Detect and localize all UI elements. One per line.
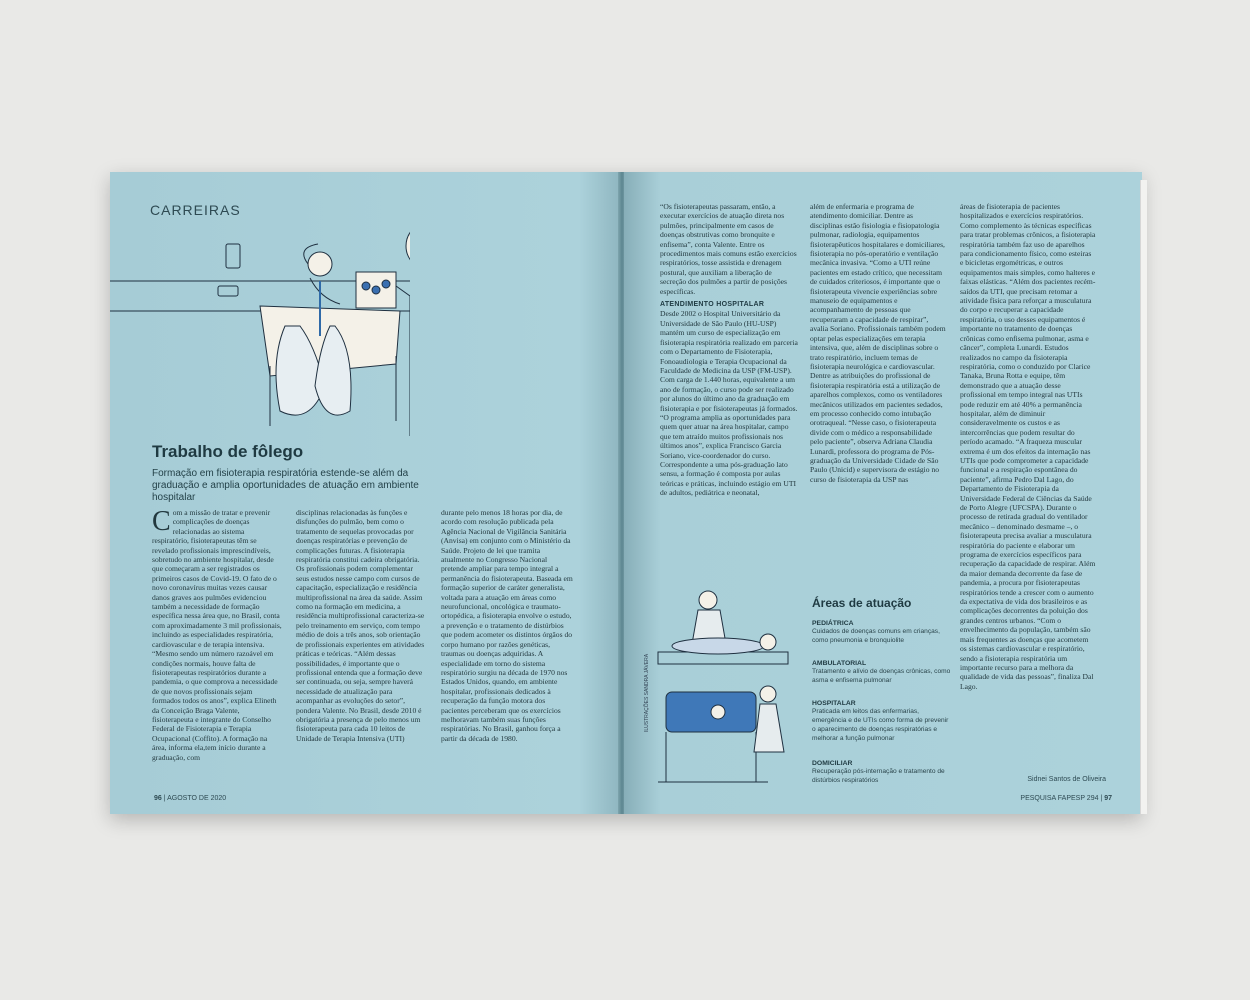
right-col1b-text: Desde 2002 o Hospital Universitário da Universidade de São Paulo (HU-USP) mantém um curso de especialização em fisioterapia respiratória realizado em parceria com o Departamento de Fisioterapia, Fonoaudiologia e Terapia Ocupacional da Faculdade de Medicina da USP (FM-USP). Com carga de 1.440 horas, equivalente a um ano de formação, o curso pode ser realizado por alunos do último ano da graduação em fisioterapia e por fisioterapeutas já formados. “O programa amplia as oportunidades para quem quer atuar na área hospitalar, campo que tem atraído muitos profissionais nos últimos anos”, explica Francisco Garcia Soriano, vice-coordenador do curso. Correspondente a uma pós-graduação lato sensu, a formação é composta por aulas teóricas e práticas, incluindo estágio em UTI de adultos, pediátrica e neonatal, xyxy=(660,309,798,498)
left-folio xyxy=(154,795,226,802)
page-number-left: 96 xyxy=(154,795,162,802)
area-description: Tratamento e alívio de doenças crônicas, como asma e enfisema pulmonar xyxy=(812,668,951,684)
author-signature: Sidnei Santos de Oliveira xyxy=(1027,776,1106,783)
page-edge xyxy=(1140,180,1147,814)
left-column-2: disciplinas relacionadas às funções e disfunções do pulmão, bem como o tratamento de sequelas provocadas por doenças respiratórias e prevenção de complicações futuras. A fisioterapia respiratória constitui cadeira obrigatória. Os profissionais podem complementar seus estudos nesse campo com cursos de capacitação, especialização e residência multiprofissional na área da saúde. Assim como na formação em medicina, a residência multiprofissional caracteriza-se pelo treinamento em serviço, com tempo médio de dois a três anos, sob orientação de profissionais experientes em atividades práticas e teóricas. “Além dessas possibilidades, é importante que o profissional entenda que a formação deve ser continuada, ou seja, sempre haverá necessidade de atualização para acompanhar as evoluções do setor”, pondera Valente. No Brasil, desde 2010 é obrigatória a presença de pelo menos um fisioterapeuta para cada 10 leitos de Unidade de Terapia Intensiva (UTI) xyxy=(296,508,425,743)
drop-cap: C xyxy=(152,506,171,537)
illustration-physiotherapist xyxy=(110,186,410,446)
page-number-right: 97 xyxy=(1104,795,1112,802)
article-subtitle: Formação em fisioterapia respiratória estende-se além da graduação e amplia oportunidades de atuação em ambiente hospitalar xyxy=(152,468,419,503)
area-hospitalar xyxy=(812,700,952,743)
magazine-name: PESQUISA FAPESP 294 | xyxy=(1020,795,1103,802)
area-ambulatorial xyxy=(812,660,952,685)
section-label: CARREIRAS xyxy=(150,202,241,218)
left-column-1 xyxy=(152,508,282,762)
area-heading: HOSPITALAR xyxy=(812,700,856,707)
area-heading: PEDIÁTRICA xyxy=(812,620,854,627)
left-col1-text: om a missão de tratar e prevenir complicações de doenças relacionadas ao sistema respiratório, fisioterapeutas têm se revelado profissionais imprescindíveis, sobretudo no ambiente hospitalar, desde que começaram a ser registrados os primeiros casos de Covid-19. O fato de o novo coronavírus muitas vezes causar danos graves aos pulmões evidenciou também a necessidade de formação específica nessa área que, no Brasil, conta com aproximadamente 3 mil profissionais, incluindo as especialidades respiratória, cardiovascular e de terapia intensiva. “Mesmo sendo um número razoável em condições normais, houve falta de fisioterapeutas respiratórios durante a pandemia, o que comprova a necessidade de que novos profissionais sejam formados todos os anos”, explica Elineth da Conceição Braga Valente, fisioterapeuta e integrante do Conselho Federal de Fisioterapia e Terapia Ocupacional (Coffito). A formação na área, informa ela,tem início durante a graduação, com xyxy=(152,508,282,762)
area-description: Recuperação pós-internação e tratamento de distúrbios respiratórios xyxy=(812,768,945,784)
area-heading: AMBULATORIAL xyxy=(812,660,867,667)
illustration-credit: ILUSTRAÇÕES SANDRA JÁVERA xyxy=(644,653,650,732)
right-column-1 xyxy=(660,202,798,498)
issue-date: | AGOSTO DE 2020 xyxy=(163,795,227,802)
area-pediatrica xyxy=(812,620,952,645)
box-title: Áreas de atuação xyxy=(812,596,912,610)
right-column-2: além de enfermaria e programa de atendimento domiciliar. Dentre as disciplinas estão fisiologia e fisiopatologia pulmonar, radiologia, equipamentos fisioterapêuticos hospitalares e domiciliares, fisioterapia no pós-operatório e ventilação mecânica invasiva. “Como a UTI reúne pacientes em estado crítico, que necessitam de cuidados criteriosos, é importante que o fisioterapeuta vivencie experiências sobre manuseio de equipamentos e acompanhamento de pessoas que recuperaram a capacidade de respirar”, avalia Soriano. Profissionais também podem optar pelas especializações em terapia intensiva, que, além de disciplinas sobre o trato respiratório, incluem temas de fisioterapia neurológica e cardiovascular. Dentre as atribuições do profissional de fisioterapia respiratória está a utilização de aparelhos complexos, como os ventiladores mecânicos utilizados em pacientes sedados, em processo conhecido como intubação orotraqueal. “Nesse caso, o fisioterapeuta divide com o médico a responsabilidade pelo paciente”, observa Adriana Claudia Lunardi, professora do programa de Pós-graduação da Universidade Cidade de São Paulo (Unicid) e supervisora de estágio no curso de fisioterapia da USP nas xyxy=(810,202,946,484)
right-col1-text: “Os fisioterapeutas passaram, então, a executar exercícios de atuação direta nos pulmões, principalmente em casos de doenças obstrutivas como bronquite e enfisema”, conta Valente. Entre os procedimentos mais comuns estão exercícios respiratórios, tosse assistida e drenagem postural, que auxiliam a liberação de secreção dos pulmões a partir de posições específicas. xyxy=(660,202,797,296)
left-page xyxy=(110,172,620,814)
right-column-3: áreas de fisioterapia de pacientes hospitalizados e exercícios respiratórios. Como complemento às técnicas específicas para tratar problemas crônicos, a fisioterapia respiratória também faz uso de aparelhos para condicionamento físico, como esteiras e bicicletas ergométricas, e outros equipamentos mais simples, como halteres e faixas elásticas. “Além dos pacientes recém-saídos da UTI, que precisam retomar a atividade física para reforçar a musculatura do corpo e recuperar a capacidade respiratória, o uso desses equipamentos é importante no tratamento de doenças crônicas como enfisema pulmonar, asma e câncer”, completa Lunardi. Estudos realizados no campo da fisioterapia respiratória, como o conduzido por Clarice Tanaka, Bruna Rotta e equipe, têm demonstrado que a atuação desse profissional em tempo integral nas UTIs pode reduzir em até 40% a permanência hospitalar, além de diminuir consideravelmente os custos e as intercorrências que podem resultar do período acamado. “A fraqueza muscular extrema é um dos efeitos da internação nas UTIs que pode comprometer a capacidade funcional e a respiração espontânea do paciente”, afirma Pedro Dal Lago, do Departamento de Fisioterapia da Universidade Federal de Ciências da Saúde de Porto Alegre (UFCSPA). Durante o processo de retirada gradual do ventilador mecânico – denominado desmame –, o fisioterapeuta precisa avaliar a musculatura respiratória do paciente e elaborar um programa de exercícios específicos para recuperação da capacidade de respirar. Além da maior demanda decorrente da fase de pandemia, a procura por fisioterapeutas respiratórios tende a crescer com o aumento da expectativa de vida dos brasileiros e as complicações decorrentes da poluição dos grandes centros urbanos. “Com o envelhecimento da população, também são mais frequentes as doenças que acometem os sistemas cardiovascular e respiratório, sendo a fisioterapia respiratória um importante recurso para a melhora da qualidade de vida das pessoas”, finaliza Dal Lago. xyxy=(960,202,1096,691)
magazine-spread xyxy=(110,172,1142,814)
article-title: Trabalho de fôlego xyxy=(152,442,304,461)
right-folio xyxy=(1020,795,1112,802)
illustration-patients xyxy=(648,582,798,802)
left-column-3: durante pelo menos 18 horas por dia, de acordo com resolução publicada pela Agência Nacional de Vigilância Sanitária (Anvisa) em conjunto com o Ministério da Saúde. Projeto de lei que tramita atualmente no Congresso Nacional pretende ampliar para tempo integral a permanência do fisioterapeuta. Baseada em formação superior de caráter generalista, voltada para a atuação em áreas como neurofuncional, oncológica e traumato-ortopédica, a fisioterapia envolve o estudo, a prevenção e o tratamento de distúrbios que podem acometer os distintos órgãos do corpo humano por razões genéticas, traumas ou doenças adquiridas. A especialidade em torno do sistema respiratório surgiu na década de 1970 nos Estados Unidos, quando, em ambiente hospitalar, profissionais dedicados à recuperação da função motora dos pacientes perceberam que os exercícios melhoravam também suas funções respiratórias. No Brasil, ganhou força a partir da década de 1980. xyxy=(441,508,573,743)
area-heading: DOMICILIAR xyxy=(812,760,853,767)
area-domiciliar xyxy=(812,760,952,785)
subhead-hospital: ATENDIMENTO HOSPITALAR xyxy=(660,301,765,309)
right-page xyxy=(624,172,1142,814)
area-description: Praticada em leitos das enfermarias, emergência e de UTIs como forma de prevenir o aparecimento de doenças respiratórias e melhorar a função pulmonar xyxy=(812,708,949,742)
area-description: Cuidados de doenças comuns em crianças, como pneumonia e bronquiolite xyxy=(812,628,940,644)
